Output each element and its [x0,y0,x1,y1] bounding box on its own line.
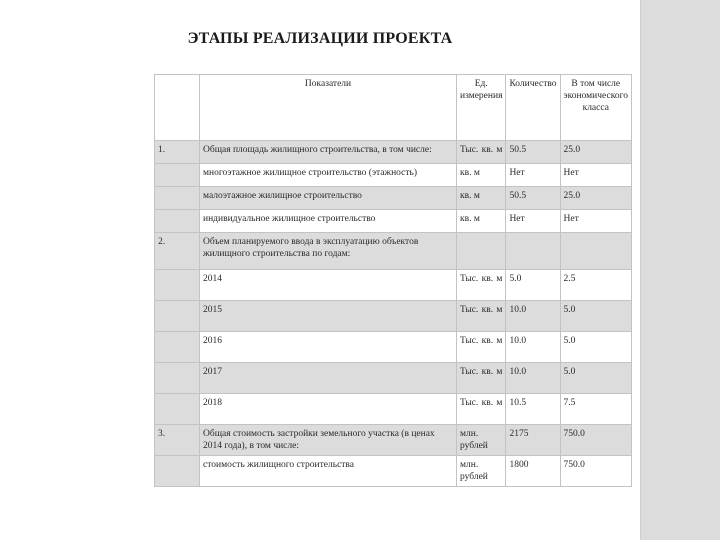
row-number [155,164,200,187]
row-number [155,332,200,363]
row-quantity: 50.5 [506,187,560,210]
row-quantity: 10.5 [506,394,560,425]
row-indicator: индивидуальное жилищное строительство [200,210,457,233]
row-number: 2. [155,233,200,270]
row-quantity: 10.0 [506,363,560,394]
row-economy: 2.5 [560,270,631,301]
header-quantity: Количество [506,75,560,141]
right-side-panel [640,0,720,540]
project-stages-table [154,74,632,487]
row-quantity: 10.0 [506,332,560,363]
row-indicator: 2018 [200,394,457,425]
row-number [155,363,200,394]
row-number [155,456,200,487]
table-row [155,332,632,363]
header-number-cell [155,75,200,141]
row-indicator: 2015 [200,301,457,332]
table-row [155,210,632,233]
row-number: 1. [155,141,200,164]
row-indicator: Общая стоимость застройки земельного участка (в ценах 2014 года), в том числе: [200,425,457,456]
row-quantity: Нет [506,164,560,187]
row-quantity: 10.0 [506,301,560,332]
table-row [155,270,632,301]
row-unit: Тыс. кв. м [457,332,506,363]
row-unit: Тыс. кв. м [457,363,506,394]
table-row [155,233,632,270]
row-unit: Тыс. кв. м [457,301,506,332]
row-economy: 750.0 [560,456,631,487]
row-unit: кв. м [457,210,506,233]
table-row [155,301,632,332]
row-economy [560,233,631,270]
row-quantity: 5.0 [506,270,560,301]
row-economy: 5.0 [560,363,631,394]
header-unit: Ед. измерения [457,75,506,141]
table-row [155,141,632,164]
page-title: ЭТАПЫ РЕАЛИЗАЦИИ ПРОЕКТА [187,30,453,47]
row-indicator: Общая площадь жилищного строительства, в том числе: [200,141,457,164]
row-quantity: 50.5 [506,141,560,164]
header-indicator: Показатели [200,75,457,141]
row-economy: Нет [560,164,631,187]
row-unit [457,233,506,270]
row-economy: 750.0 [560,425,631,456]
row-indicator: 2016 [200,332,457,363]
table-row [155,363,632,394]
row-unit: млн. рублей [457,425,506,456]
row-economy: 25.0 [560,187,631,210]
row-unit: Тыс. кв. м [457,141,506,164]
row-economy: 7.5 [560,394,631,425]
row-economy: 25.0 [560,141,631,164]
row-indicator: стоимость жилищного строительства [200,456,457,487]
row-quantity: 1800 [506,456,560,487]
row-number [155,394,200,425]
row-indicator: многоэтажное жилищное строительство (этажность) [200,164,457,187]
row-unit: кв. м [457,164,506,187]
row-number [155,210,200,233]
row-number [155,187,200,210]
row-number: 3. [155,425,200,456]
row-indicator: 2014 [200,270,457,301]
row-number [155,270,200,301]
table-row [155,164,632,187]
row-indicator: Объем планируемого ввода в эксплуатацию объектов жилищного строительства по годам: [200,233,457,270]
header-economy: В том числе экономического класса [560,75,631,141]
row-unit: млн. рублей [457,456,506,487]
table-header-row [155,75,632,141]
row-economy: 5.0 [560,301,631,332]
table-row [155,425,632,456]
row-economy: 5.0 [560,332,631,363]
row-quantity [506,233,560,270]
table-row [155,456,632,487]
row-unit: Тыс. кв. м [457,270,506,301]
row-unit: Тыс. кв. м [457,394,506,425]
row-quantity: Нет [506,210,560,233]
row-indicator: малоэтажное жилищное строительство [200,187,457,210]
row-quantity: 2175 [506,425,560,456]
row-economy: Нет [560,210,631,233]
row-number [155,301,200,332]
table-row [155,394,632,425]
row-indicator: 2017 [200,363,457,394]
row-unit: кв. м [457,187,506,210]
right-divider [640,0,641,540]
table-row [155,187,632,210]
